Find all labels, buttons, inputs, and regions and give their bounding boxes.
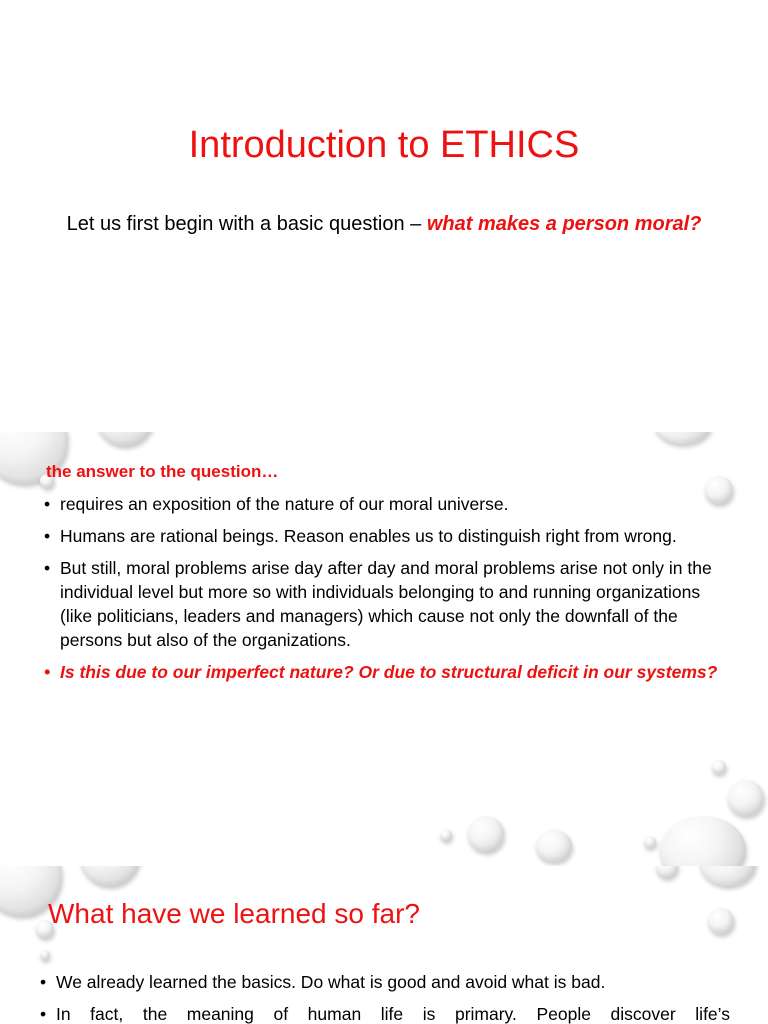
list-item: • In fact, the meaning of human life is primary. People discover life’s (40, 1004, 730, 1024)
water-drop (80, 866, 140, 886)
water-drop (700, 866, 756, 886)
list-item: • requires an exposition of the nature of our moral universe. (44, 494, 509, 514)
water-drop (440, 829, 452, 841)
water-drop (656, 866, 678, 878)
water-drop (40, 950, 50, 960)
answer-bullets (44, 492, 734, 692)
list-item: • Humans are rational beings. Reason enables us to distinguish right from wrong. (44, 526, 677, 546)
bullet-icon: • (44, 526, 51, 546)
bullet-icon: • (40, 972, 47, 992)
section-title: What have we learned so far? (48, 898, 420, 929)
water-drop (660, 816, 746, 866)
list-item: • Is this due to our imperfect nature? Or due to structural deficit in our systems? (44, 662, 718, 682)
water-drop (708, 908, 734, 934)
intro-question (40, 210, 728, 238)
question-lead: Let us first begin with a basic question – (66, 213, 427, 235)
water-drop (536, 830, 572, 862)
question-emphasis: what makes a person moral? (426, 213, 702, 235)
water-drop (96, 432, 154, 446)
bullet-icon: • (44, 558, 51, 578)
water-drop (728, 780, 764, 816)
slide-title: Introduction to ETHICS (188, 124, 580, 166)
learned-bullets (40, 970, 730, 1024)
water-drop (712, 760, 726, 774)
slide-intro (0, 0, 768, 432)
water-drop (654, 432, 712, 444)
bullet-icon: • (44, 494, 51, 514)
water-drop (468, 816, 504, 852)
list-item: • We already learned the basics. Do what is good and avoid what is bad. (40, 972, 606, 992)
list-item: • But still, moral problems arise day after day and moral problems arise not only in the individual level but more so with individuals belonging to and running organizations (like politicians, leaders and managers) which cause not only the downfall of the persons but also of the organizations. (44, 558, 712, 650)
slide-learned (0, 866, 768, 1024)
bullet-icon: • (44, 662, 51, 682)
water-drop (644, 836, 656, 848)
bullet-icon: • (40, 1004, 47, 1024)
answer-lead: the answer to the question… (46, 462, 279, 481)
slide-answer (0, 432, 768, 866)
